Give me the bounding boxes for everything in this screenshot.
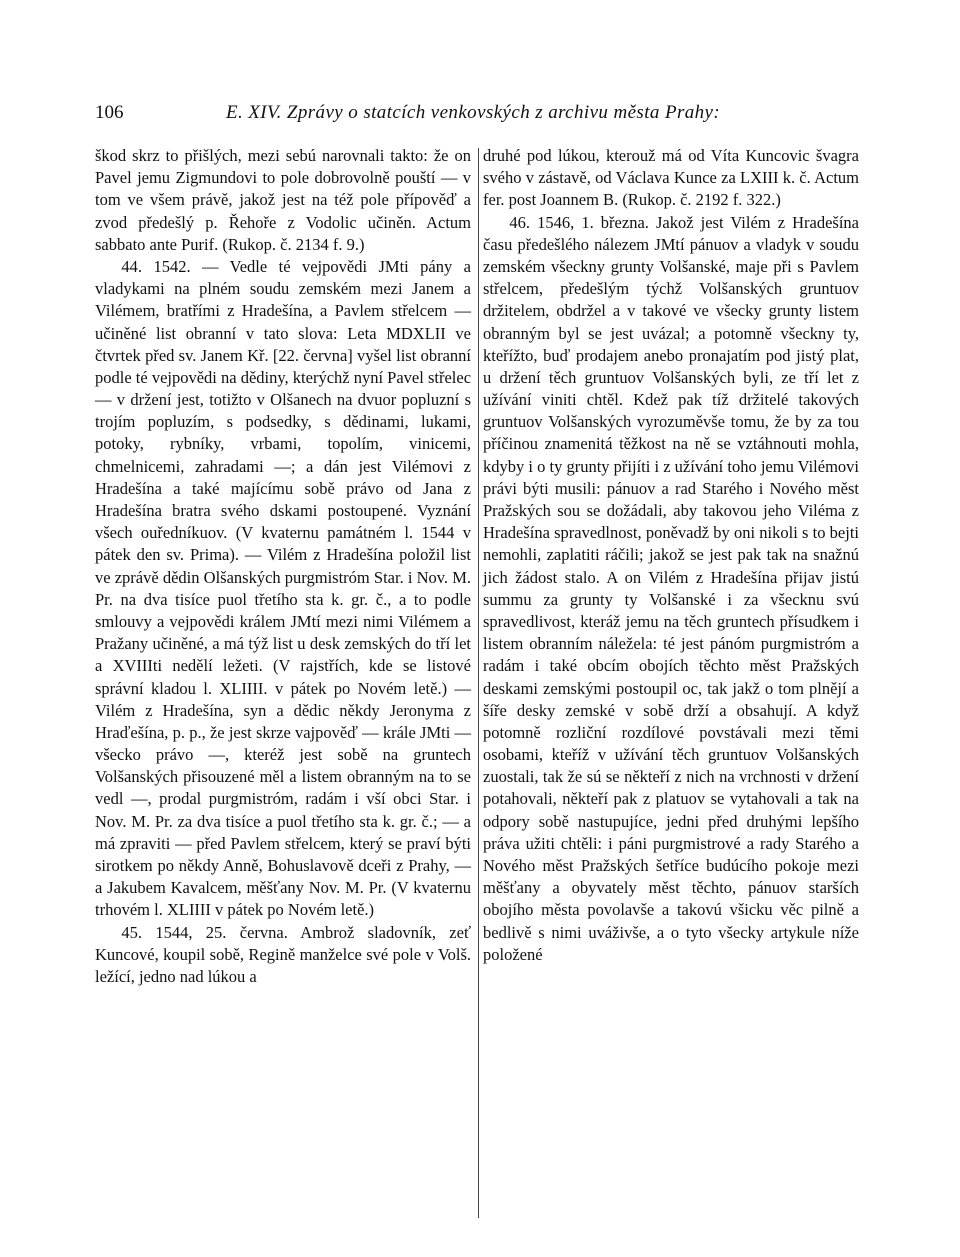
right-column	[483, 145, 859, 966]
paragraph-entry-45-continuation: druhé pod lúkou, kterouž má od Víta Kuncovic švagra svého v zástavě, od Václava Kunce za LXIII k. č. Actum fer. post Joannem B. (Rukop. č. 2192 f. 322.)	[483, 146, 859, 210]
paragraph-entry-46: 46. 1546, 1. března. Jakož jest Vilém z Hradešína času předešlého nálezem JMtí pánuov a vladyk v soudu zemském všeckny grunty Volšanské, maje při s Pavlem střelcem, předešlým týchž Volšanských gruntuov držitelem, obdržel a v takové ve všecky grunty listem obranným byl se jest uvázal; a potomně všeckny ty, kteřížto, buď prodajem anebo pronajatím pod jistý plat, u držení těch gruntuov Volšanských byli, ze tří let z užívání viniti chtěl. Kdež pak tíž držitelé takových gruntuov Volšanských vyrozuměvše tomu, že by za tou příčinou znamenitá těžkost na ně se vztáhnouti mohla, kdyby i o ty grunty přijíti i z užívání toho jemu Vilémovi právi býti musili: pánuov a rad Starého i Nového měst Pražských sou se dožádali, aby takovou jeho Viléma z Hradešína spravedlnost, poněvadž by oni nikoli s to bejti nemohli, zaplatiti ráčili; jakož se jest pak tak na snažnú jich žádost stalo. A on Vilém z Hradešína přijav jistú summu za grunty ty Volšanské i za všecknu svú spravedlivost, kteráž jemu na těch gruntech přísudkem i listem obranním náležela: té jest pánóm purgmistróm a radám i také obcím obojích těchto měst Pražských deskami zemskými postoupil oc, tak jakž o tom plnějí a šíře desky zemské v sobě drží a obsahují. A když potomně rozliční rozdílové povstávali mezi těmi osobami, kteříž v užívání těch gruntuov Volšanských zuostali, tak že sú se někteří z nich na vrchnosti v držení potahovali, někteří pak z platuov se vytahovali a tak na odpory sobě nastupujíce, jedni před druhými lepšího práva užiti chtěli: i páni purgmistrové a rady Starého a Nového měst Pražských šetříce budúcího pokoje mezi měšťany a obyvately měst těchto, pánuov starších obojího města povolavše a takovú všicku věc pilně a bedlivě s nimi uváživše, a o tyto všecky artykule níže položené	[483, 212, 859, 964]
running-title: E. XIV. Zprávy o statcích venkovských z archivu města Prahy:	[226, 102, 721, 123]
column-divider	[478, 148, 479, 1218]
page-number: 106	[95, 102, 124, 123]
paragraph-entry-44: 44. 1542. — Vedle té vejpovědi JMti pány a vladykami na plném soudu zemském mezi Janem a Vilémem, bratřími z Hradešína, a Pavlem střelcem — učiněné list obranní v tato slova: Leta MDXLII ve čtvrtek před sv. Janem Kř. [22. června] vyšel list obranní podle té vejpovědi na dědiny, kterýchž nyní Pavel střelec — v držení jest, totižto v Olšanech na dvuor popluzní s trojím popluzím, s podsedky, s dědinami, lukami, potoky, rybníky, vrbami, topolím, vinicemi, chmelnicemi, zahradami —; a dán jest Vilémovi z Hradešína a také majícímu sobě právo od Jana z Hradešína bratra svého dskami postoupené. Vyznání všech ouředníkuov. (V kvaternu památném l. 1544 v pátek den sv. Prima). — Vilém z Hradešína položil list ve zprávě dědin Olšanských purgmistróm Star. i Nov. M. Pr. na dva tisíce puol třetího sta k. gr. č., a to podle smlouvy a vejpovědi králem JMtí mezi nimi Vilémem a Pražany učiněné, a má týž list u desk zemských do tří let a XVIIIti nedělí ležeti. (V rajstřích, kde se listové správní kladou l. XLIIII. v pátek po Novém letě.) — Vilém z Hradešína, syn a dědic někdy Jeronyma z Hraďešína, p. p., že jest skrze vajpověď — krále JMti — všecko právo —, kteréž jest sobě na gruntech Volšanských přisouzené měl a listem obranným na to se vedl —, prodal purgmistróm, radám i vší obci Star. i Nov. M. Pr. za dva tisíce a puol třetího sta k. gr. č.; — a má zpraviti — před Pavlem střelcem, který se praví býti sirotkem po někdy Anně, Bohuslavově dceři z Prahy, — a Jakubem Kavalcem, měšťany Nov. M. Pr. (V kvaternu trhovém l. XLIIII v pátek po Novém letě.)	[95, 256, 472, 920]
page-header	[95, 98, 875, 128]
paragraph-entry-45: 45. 1544, 25. června. Ambrož sladovník, zeť Kuncové, koupil sobě, Regině manželce své pole v Volš. ležící, jedno nad lúkou a	[95, 922, 471, 986]
paragraph-continuation: škod skrz to přišlých, mezi sebú narovnali takto: že on Pavel jemu Zigmundovi to pole dobrovolně pouští — v tom ve všem právě, jakož jest na též pole přípověď a zvod předešlý p. Řehoře z Vodolic učiněn. Actum sabbato ante Purif. (Rukop. č. 2134 f. 9.)	[95, 146, 471, 254]
left-column	[95, 145, 471, 988]
